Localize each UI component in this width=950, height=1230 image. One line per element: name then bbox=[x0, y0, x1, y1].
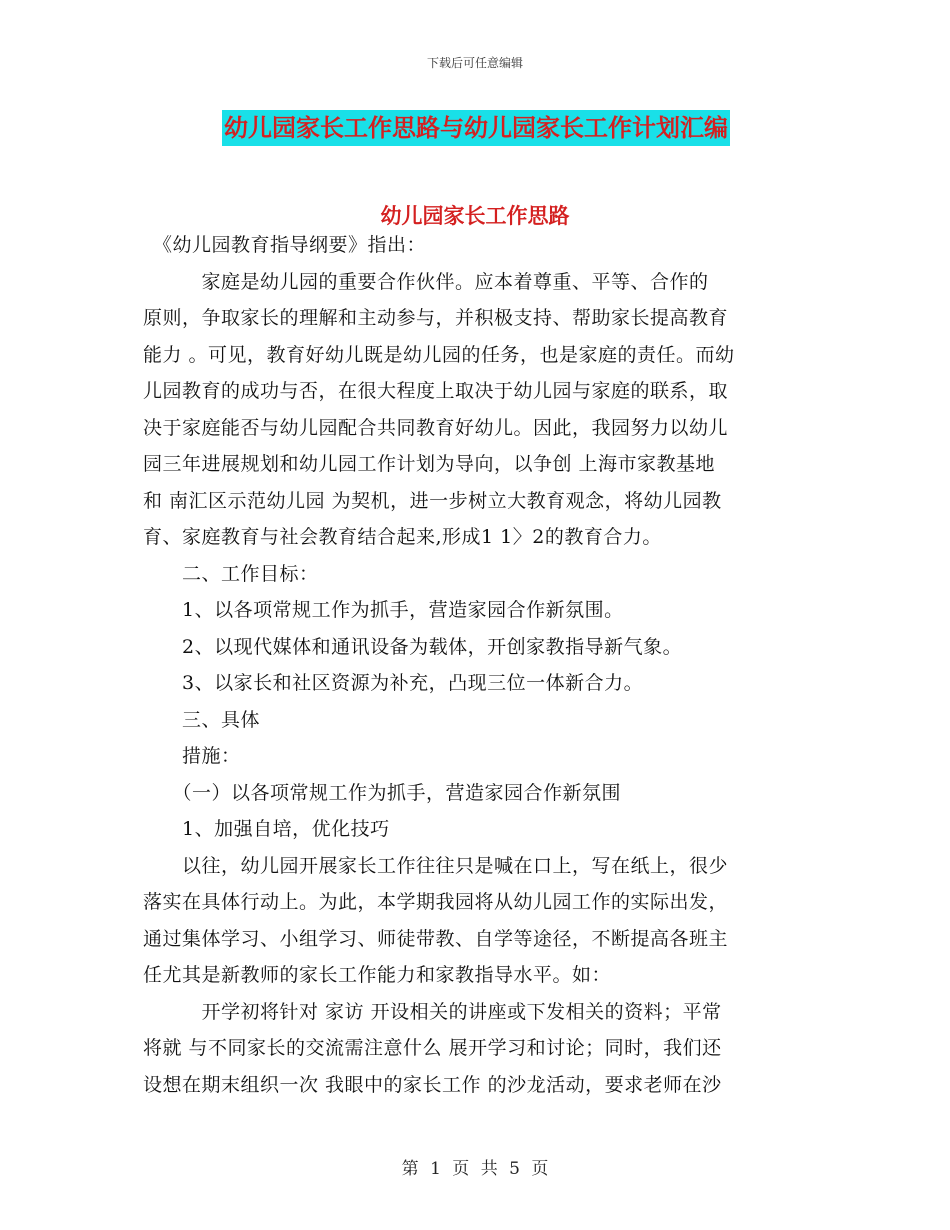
text-line: 能力 。可见，教育好幼儿既是幼儿园的任务，也是家庭的责任。而幼 bbox=[143, 343, 735, 366]
text-line: 《幼儿园教育指导纲要》指出： bbox=[143, 234, 427, 256]
text-line: 二、工作目标： bbox=[143, 562, 319, 585]
text-line: 育、家庭教育与社会教育结合起来,形成1 1〉2的教育合力。 bbox=[143, 526, 662, 548]
text-line: 儿园教育的成功与否，在很大程度上取决于幼儿园与家庭的联系，取 bbox=[143, 380, 729, 402]
text-line: 原则，争取家长的理解和主动参与，并积极支持、帮助家长提高教育 bbox=[143, 307, 729, 329]
text-line: 决于家庭能否与幼儿园配合共同教育好幼儿。因此，我园努力以幼儿 bbox=[143, 416, 729, 439]
text-line: 开学初将针对 家访 开设相关的讲座或下发相关的资料；平常 bbox=[143, 1000, 722, 1023]
text-line: 通过集体学习、小组学习、师徒带教、自学等途径，不断提高各班主 bbox=[143, 927, 729, 950]
text-line: 将就 与不同家长的交流需注意什么 展开学习和讨论；同时，我们还 bbox=[143, 1037, 722, 1059]
text-line: 以往，幼儿园开展家长工作往往只是喊在口上，写在纸上，很少 bbox=[143, 854, 729, 877]
text-line: （一）以各项常规工作为抓手，营造家园合作新氛围 bbox=[143, 781, 622, 804]
text-line: 三、具体 bbox=[143, 708, 261, 731]
text-line: 1、加强自培，优化技巧 bbox=[143, 818, 390, 840]
body-text bbox=[143, 227, 803, 1103]
text-line: 和 南汇区示范幼儿园 为契机，进一步树立大教育观念，将幼儿园教 bbox=[143, 489, 722, 512]
text-line: 园三年进展规划和幼儿园工作计划为导向，以争创 上海市家教基地 bbox=[143, 453, 716, 475]
text-line: 2、以现代媒体和通讯设备为载体，开创家教指导新气象。 bbox=[143, 635, 683, 658]
text-line: 任尤其是新教师的家长工作能力和家教指导水平。如： bbox=[143, 964, 612, 986]
text-line: 落实在具体行动上。为此，本学期我园将从幼儿园工作的实际出发， bbox=[143, 891, 729, 913]
header-note: 下载后可任意编辑 bbox=[426, 56, 523, 70]
text-line: 措施： bbox=[143, 745, 241, 767]
section-title: 幼儿园家长工作思路 bbox=[380, 204, 570, 228]
text-line: 家庭是幼儿园的重要合作伙伴。应本着尊重、平等、合作的 bbox=[143, 270, 709, 293]
document-main-title: 幼儿园家长工作思路与幼儿园家长工作计划汇编 bbox=[222, 110, 730, 146]
page-number: 第 1 页 共 5 页 bbox=[401, 1159, 549, 1179]
text-line: 3、以家长和社区资源为补充，凸现三位一体新合力。 bbox=[143, 672, 644, 694]
text-line: 设想在期末组织一次 我眼中的家长工作 的沙龙活动，要求老师在沙 bbox=[143, 1073, 722, 1096]
text-line: 1、以各项常规工作为抓手，营造家园合作新氛围。 bbox=[143, 599, 624, 621]
